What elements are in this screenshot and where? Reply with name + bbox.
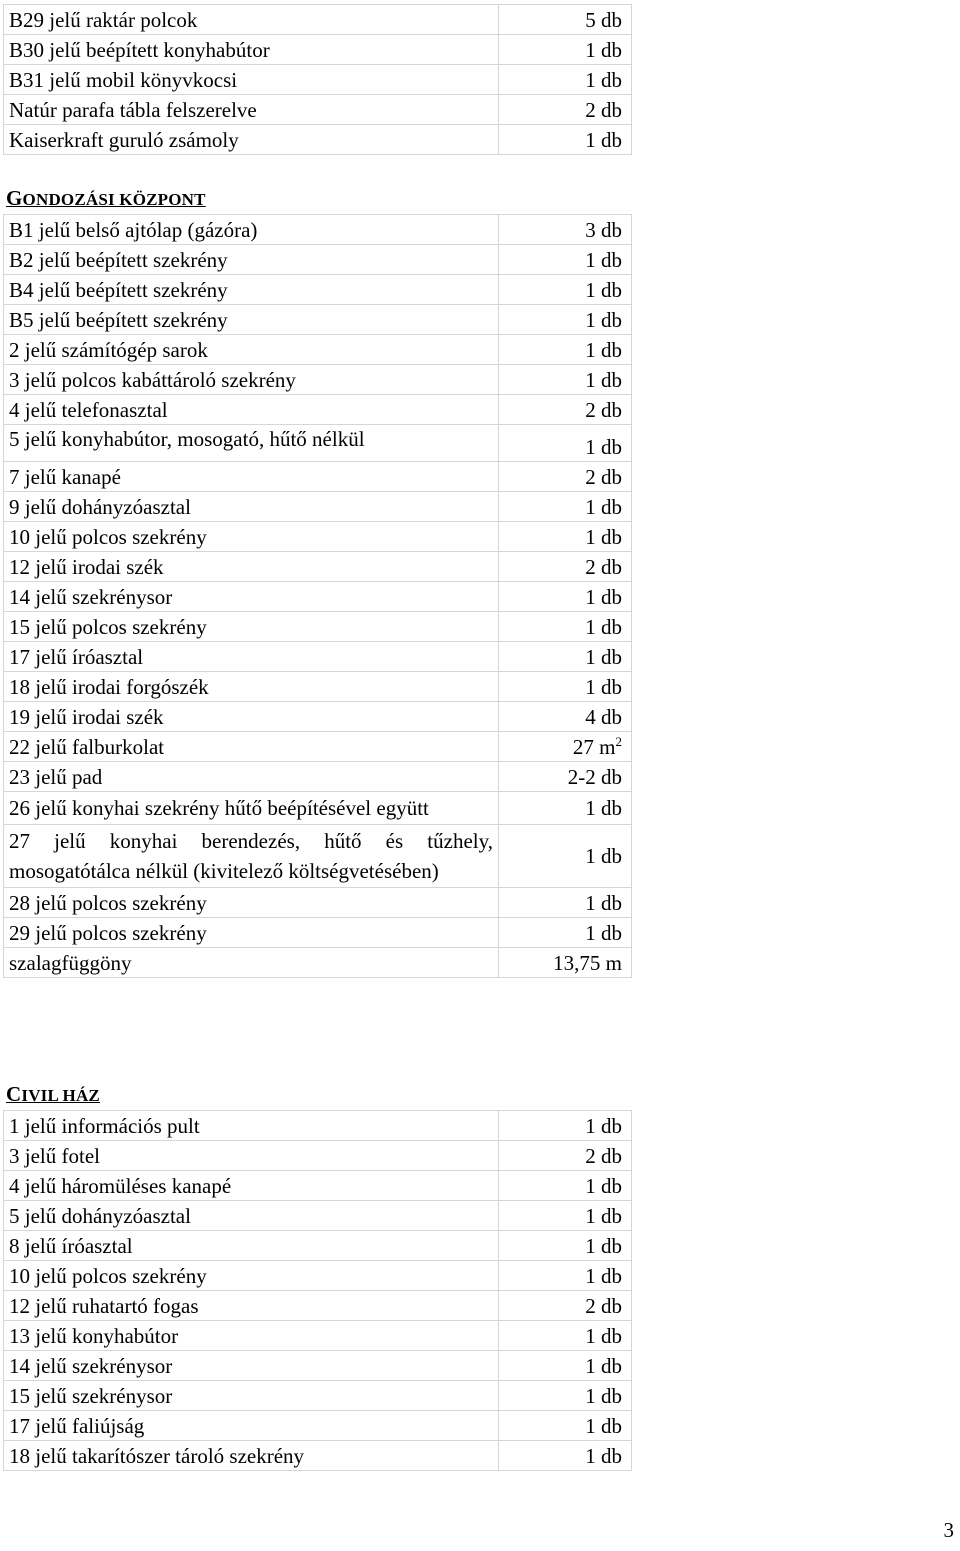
- item-name: 18 jelű takarítószer tároló szekrény: [4, 1441, 499, 1471]
- table-row: [4, 65, 632, 95]
- item-name: 1 jelű információs pult: [4, 1111, 499, 1141]
- item-quantity: 1 db: [499, 792, 632, 825]
- table-row: [4, 462, 632, 492]
- item-quantity: 1 db: [499, 522, 632, 552]
- item-quantity: 1 db: [499, 275, 632, 305]
- table-row: [4, 1291, 632, 1321]
- item-quantity: 2 db: [499, 552, 632, 582]
- table-row: [4, 395, 632, 425]
- item-name: 10 jelű polcos szekrény: [4, 1261, 499, 1291]
- item-name: 10 jelű polcos szekrény: [4, 522, 499, 552]
- item-quantity: 5 db: [499, 5, 632, 35]
- item-name: 29 jelű polcos szekrény: [4, 918, 499, 948]
- table-row: [4, 35, 632, 65]
- item-quantity: 1 db: [499, 888, 632, 918]
- item-quantity: 2 db: [499, 395, 632, 425]
- item-name: 28 jelű polcos szekrény: [4, 888, 499, 918]
- item-quantity: 27 $m^2$: [499, 732, 632, 762]
- item-quantity: 1 db: [499, 125, 632, 155]
- item-name: B31 jelű mobil könyvkocsi: [4, 65, 499, 95]
- table-row: [4, 215, 632, 245]
- item-quantity: 1 db: [499, 245, 632, 275]
- table-row: [4, 1141, 632, 1171]
- gondozasi-kozpont-table: [3, 214, 632, 978]
- item-name: Natúr parafa tábla felszerelve: [4, 95, 499, 125]
- table-row: [4, 825, 632, 888]
- item-name: 18 jelű irodai forgószék: [4, 672, 499, 702]
- item-name: 15 jelű szekrénysor: [4, 1381, 499, 1411]
- top-inventory-table: [3, 4, 632, 155]
- item-name: 13 jelű konyhabútor: [4, 1321, 499, 1351]
- table-row: [4, 1411, 632, 1441]
- item-name: B5 jelű beépített szekrény: [4, 305, 499, 335]
- item-name: 15 jelű polcos szekrény: [4, 612, 499, 642]
- table-row: [4, 95, 632, 125]
- table-row: [4, 245, 632, 275]
- item-name: 5 jelű konyhabútor, mosogató, hűtő nélkül: [4, 425, 499, 462]
- table-row: [4, 335, 632, 365]
- item-name: 12 jelű ruhatartó fogas: [4, 1291, 499, 1321]
- item-quantity: 1 db: [499, 305, 632, 335]
- item-name: 4 jelű háromüléses kanapé: [4, 1171, 499, 1201]
- table-row: [4, 888, 632, 918]
- item-name: Kaiserkraft guruló zsámoly: [4, 125, 499, 155]
- table-row: [4, 425, 632, 462]
- table-row: [4, 642, 632, 672]
- item-name: 7 jelű kanapé: [4, 462, 499, 492]
- item-quantity: 2 db: [499, 1291, 632, 1321]
- item-name: 5 jelű dohányzóasztal: [4, 1201, 499, 1231]
- table-row: [4, 792, 632, 825]
- civil-haz-table: [3, 1110, 632, 1471]
- item-quantity: 1 db: [499, 492, 632, 522]
- item-name: 3 jelű polcos kabáttároló szekrény: [4, 365, 499, 395]
- item-quantity: 1 db: [499, 1201, 632, 1231]
- table-row: [4, 732, 632, 762]
- item-quantity: 1 db: [499, 612, 632, 642]
- item-quantity: 2 db: [499, 462, 632, 492]
- item-name: 26 jelű konyhai szekrény hűtő beépítésével együtt: [4, 792, 499, 825]
- table-row: [4, 305, 632, 335]
- item-quantity: 1 db: [499, 1381, 632, 1411]
- item-quantity: 1 db: [499, 425, 632, 462]
- item-name: 14 jelű szekrénysor: [4, 582, 499, 612]
- item-name: 8 jelű íróasztal: [4, 1231, 499, 1261]
- item-quantity: 2-2 db: [499, 762, 632, 792]
- item-name: 4 jelű telefonasztal: [4, 395, 499, 425]
- table-row: [4, 1111, 632, 1141]
- table-row: [4, 582, 632, 612]
- table-row: [4, 125, 632, 155]
- table-row: [4, 492, 632, 522]
- table-row: [4, 948, 632, 978]
- item-quantity: 1 db: [499, 1261, 632, 1291]
- table-row: [4, 1201, 632, 1231]
- table-row: [4, 1381, 632, 1411]
- item-quantity: 1 db: [499, 825, 632, 888]
- item-name: 23 jelű pad: [4, 762, 499, 792]
- item-name: 17 jelű íróasztal: [4, 642, 499, 672]
- table-row: [4, 1231, 632, 1261]
- item-name: 27 jelű konyhai berendezés, hűtő és tűzhely, mosogatótálca nélkül (kivitelező költségvetésében): [4, 825, 499, 888]
- item-name: B2 jelű beépített szekrény: [4, 245, 499, 275]
- table-row: [4, 1171, 632, 1201]
- item-quantity: 1 db: [499, 65, 632, 95]
- table-row: [4, 365, 632, 395]
- table-row: [4, 1321, 632, 1351]
- item-name: 3 jelű fotel: [4, 1141, 499, 1171]
- item-quantity: 1 db: [499, 642, 632, 672]
- item-quantity: 1 db: [499, 1441, 632, 1471]
- item-quantity: 13,75 m: [499, 948, 632, 978]
- item-quantity: 1 db: [499, 35, 632, 65]
- item-name: 19 jelű irodai szék: [4, 702, 499, 732]
- item-name: 12 jelű irodai szék: [4, 552, 499, 582]
- item-name: 2 jelű számítógép sarok: [4, 335, 499, 365]
- item-quantity: 1 db: [499, 1411, 632, 1441]
- item-quantity: 1 db: [499, 365, 632, 395]
- item-quantity: 3 db: [499, 215, 632, 245]
- table-row: [4, 762, 632, 792]
- item-quantity: 4 db: [499, 702, 632, 732]
- item-quantity: 1 db: [499, 1111, 632, 1141]
- table-row: [4, 552, 632, 582]
- table-row: [4, 5, 632, 35]
- table-row: [4, 918, 632, 948]
- table-row: [4, 1351, 632, 1381]
- item-quantity: 1 db: [499, 335, 632, 365]
- item-quantity: 2 db: [499, 95, 632, 125]
- item-quantity: 1 db: [499, 672, 632, 702]
- section-heading-civil-haz: CIVIL HÁZ: [6, 1082, 100, 1106]
- table-row: [4, 702, 632, 732]
- item-quantity: 1 db: [499, 918, 632, 948]
- table-row: [4, 612, 632, 642]
- item-name: 14 jelű szekrénysor: [4, 1351, 499, 1381]
- item-name: 9 jelű dohányzóasztal: [4, 492, 499, 522]
- item-name: B30 jelű beépített konyhabútor: [4, 35, 499, 65]
- table-row: [4, 1261, 632, 1291]
- item-name: 17 jelű faliújság: [4, 1411, 499, 1441]
- table-row: [4, 672, 632, 702]
- table-row: [4, 1441, 632, 1471]
- section-heading-gondozasi-kozpont: GONDOZÁSI KÖZPONT: [6, 186, 206, 210]
- item-quantity: 1 db: [499, 1171, 632, 1201]
- item-quantity: 1 db: [499, 1231, 632, 1261]
- item-name: B1 jelű belső ajtólap (gázóra): [4, 215, 499, 245]
- item-quantity: 2 db: [499, 1141, 632, 1171]
- item-name: 22 jelű falburkolat: [4, 732, 499, 762]
- page-number: 3: [943, 1518, 954, 1542]
- item-quantity: 1 db: [499, 1321, 632, 1351]
- item-quantity: 1 db: [499, 1351, 632, 1381]
- table-row: [4, 275, 632, 305]
- item-quantity: 1 db: [499, 582, 632, 612]
- superscript: 2: [615, 733, 622, 749]
- item-name: B29 jelű raktár polcok: [4, 5, 499, 35]
- item-name: B4 jelű beépített szekrény: [4, 275, 499, 305]
- table-row: [4, 522, 632, 552]
- item-name: szalagfüggöny: [4, 948, 499, 978]
